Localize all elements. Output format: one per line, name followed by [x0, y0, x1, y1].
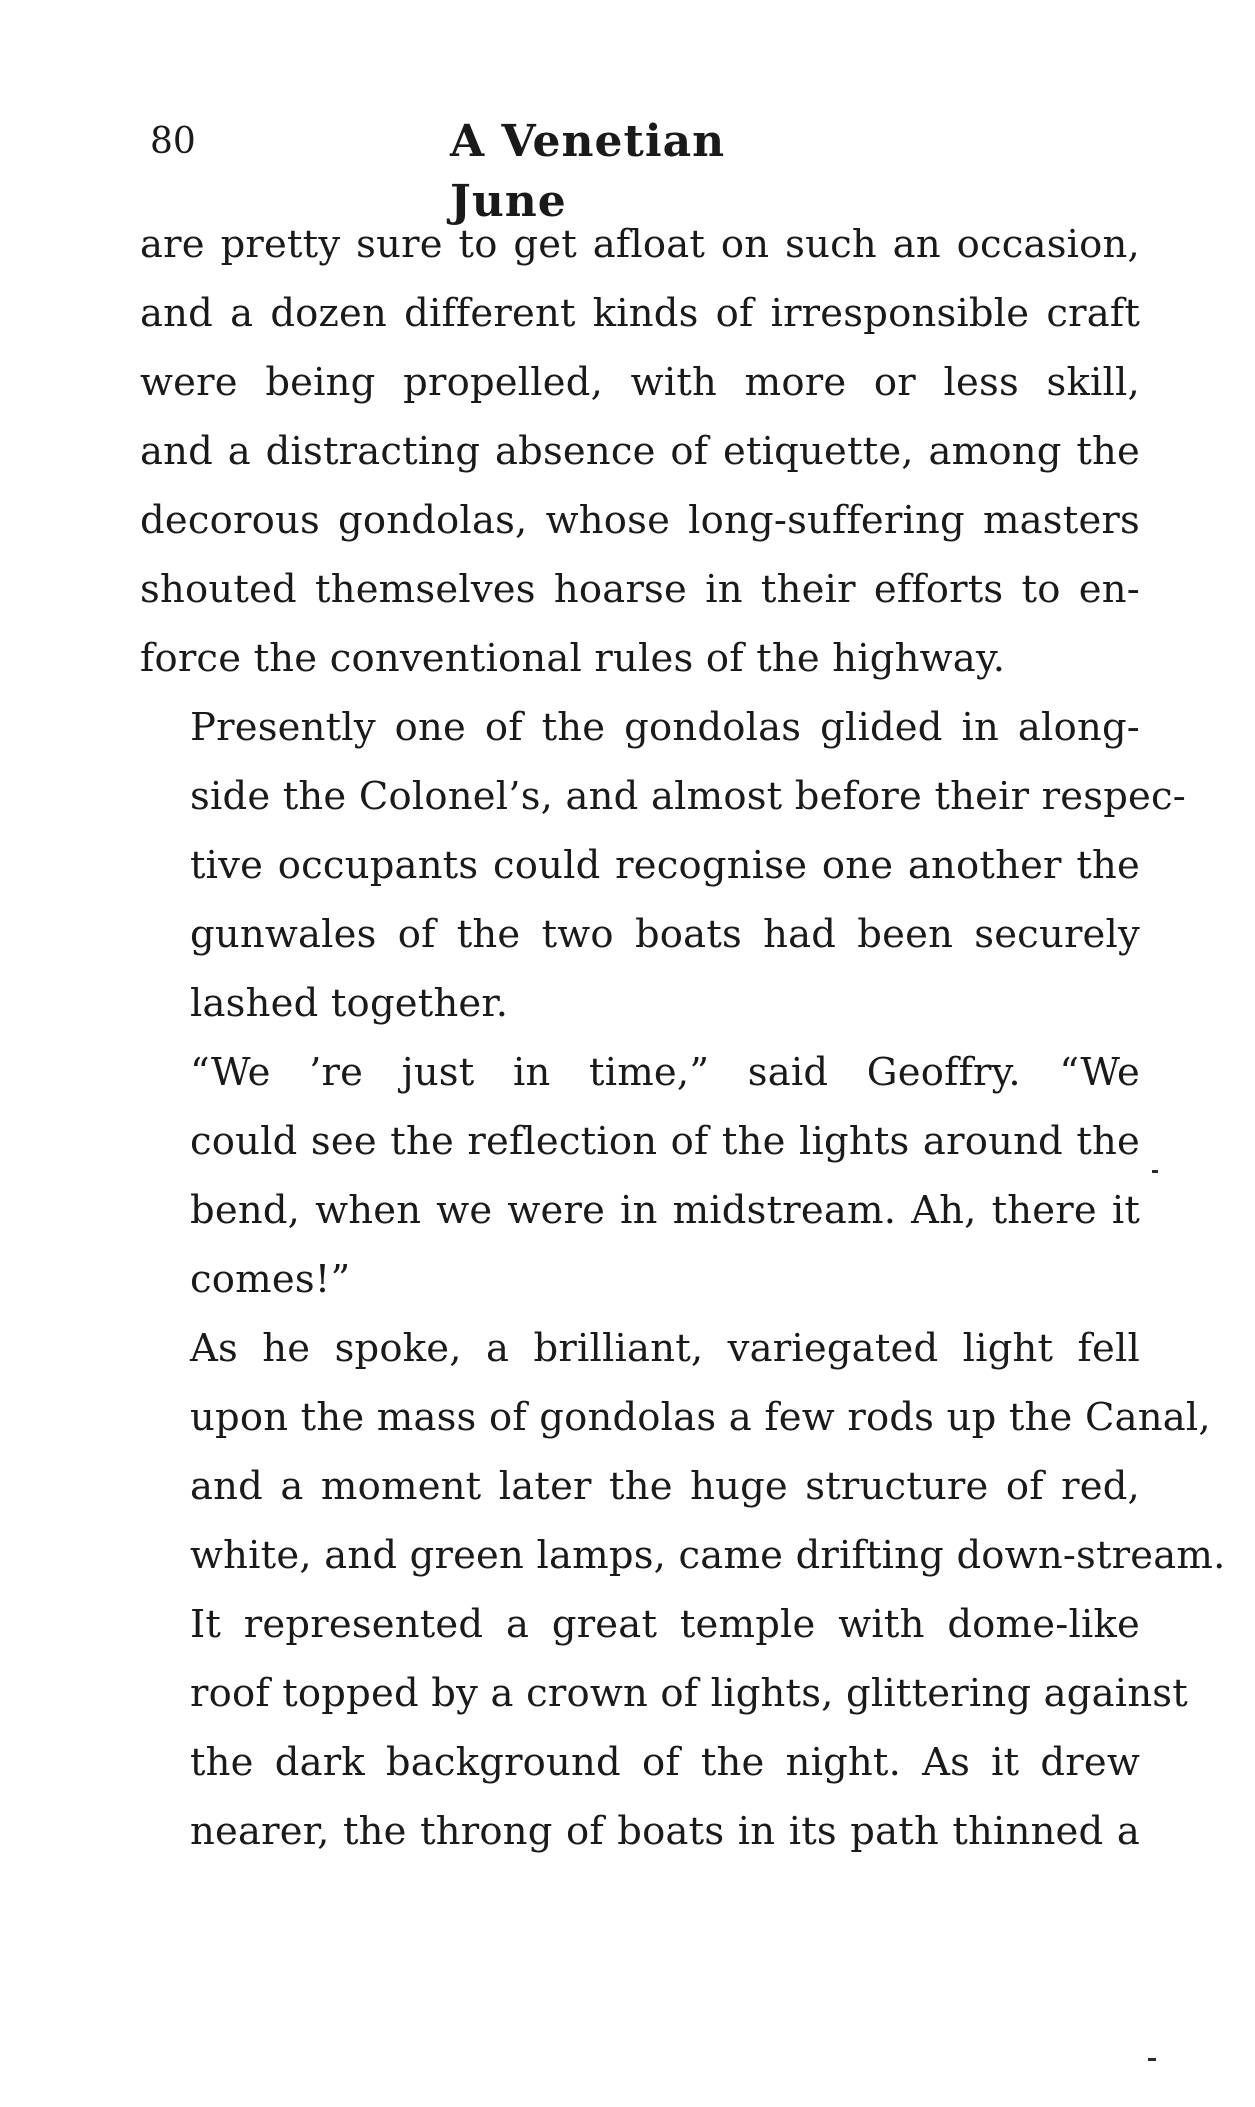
text-line: the dark background of the night. As it drew	[190, 1740, 1140, 1785]
paragraph-3	[140, 1038, 1140, 1314]
text-line: lashed together.	[190, 981, 509, 1026]
text-line: and a distracting absence of etiquette, among the	[140, 429, 1140, 474]
text-line: upon the mass of gondolas a few rods up the Canal,	[190, 1395, 1211, 1440]
text-line: gunwales of the two boats had been securely	[190, 912, 1140, 957]
text-line: are pretty sure to get afloat on such an occasion,	[140, 222, 1140, 267]
text-line: It represented a great temple with dome-like	[190, 1602, 1140, 1647]
text-line: As he spoke, a brilliant, variegated light fell	[190, 1326, 1140, 1371]
page-number: 80	[150, 121, 196, 162]
text-line: bend, when we were in midstream. Ah, there it	[190, 1188, 1140, 1233]
text-line: white, and green lamps, came drifting down-stream.	[190, 1533, 1226, 1578]
text-line: nearer, the throng of boats in its path thinned a	[190, 1809, 1140, 1854]
text-line: Presently one of the gondolas glided in along-	[190, 705, 1140, 750]
print-speck	[1152, 1170, 1158, 1173]
text-line: decorous gondolas, whose long-suffering masters	[140, 498, 1140, 543]
paragraph-1	[140, 210, 1140, 693]
text-line: tive occupants could recognise one another the	[190, 843, 1140, 888]
text-line: roof topped by a crown of lights, glittering against	[190, 1671, 1188, 1716]
text-line: “We ’re just in time,” said Geoffry. “We	[190, 1050, 1140, 1095]
text-line: could see the reflection of the lights around the	[190, 1119, 1140, 1164]
text-line: comes!”	[190, 1257, 351, 1302]
body-text	[140, 210, 1226, 1866]
paragraph-4	[140, 1314, 1226, 1866]
text-line: force the conventional rules of the highway.	[140, 636, 1006, 681]
running-head	[150, 112, 830, 227]
print-speck	[1148, 2058, 1156, 2061]
paragraph-2	[140, 693, 1187, 1038]
text-line: side the Colonel’s, and almost before their respec-	[190, 774, 1187, 819]
text-line: shouted themselves hoarse in their efforts to en-	[140, 567, 1140, 612]
text-line: and a moment later the huge structure of red,	[190, 1464, 1140, 1509]
text-line: were being propelled, with more or less skill,	[140, 360, 1140, 405]
running-title: A Venetian June	[450, 116, 726, 227]
text-line: and a dozen different kinds of irresponsible craft	[140, 291, 1140, 336]
